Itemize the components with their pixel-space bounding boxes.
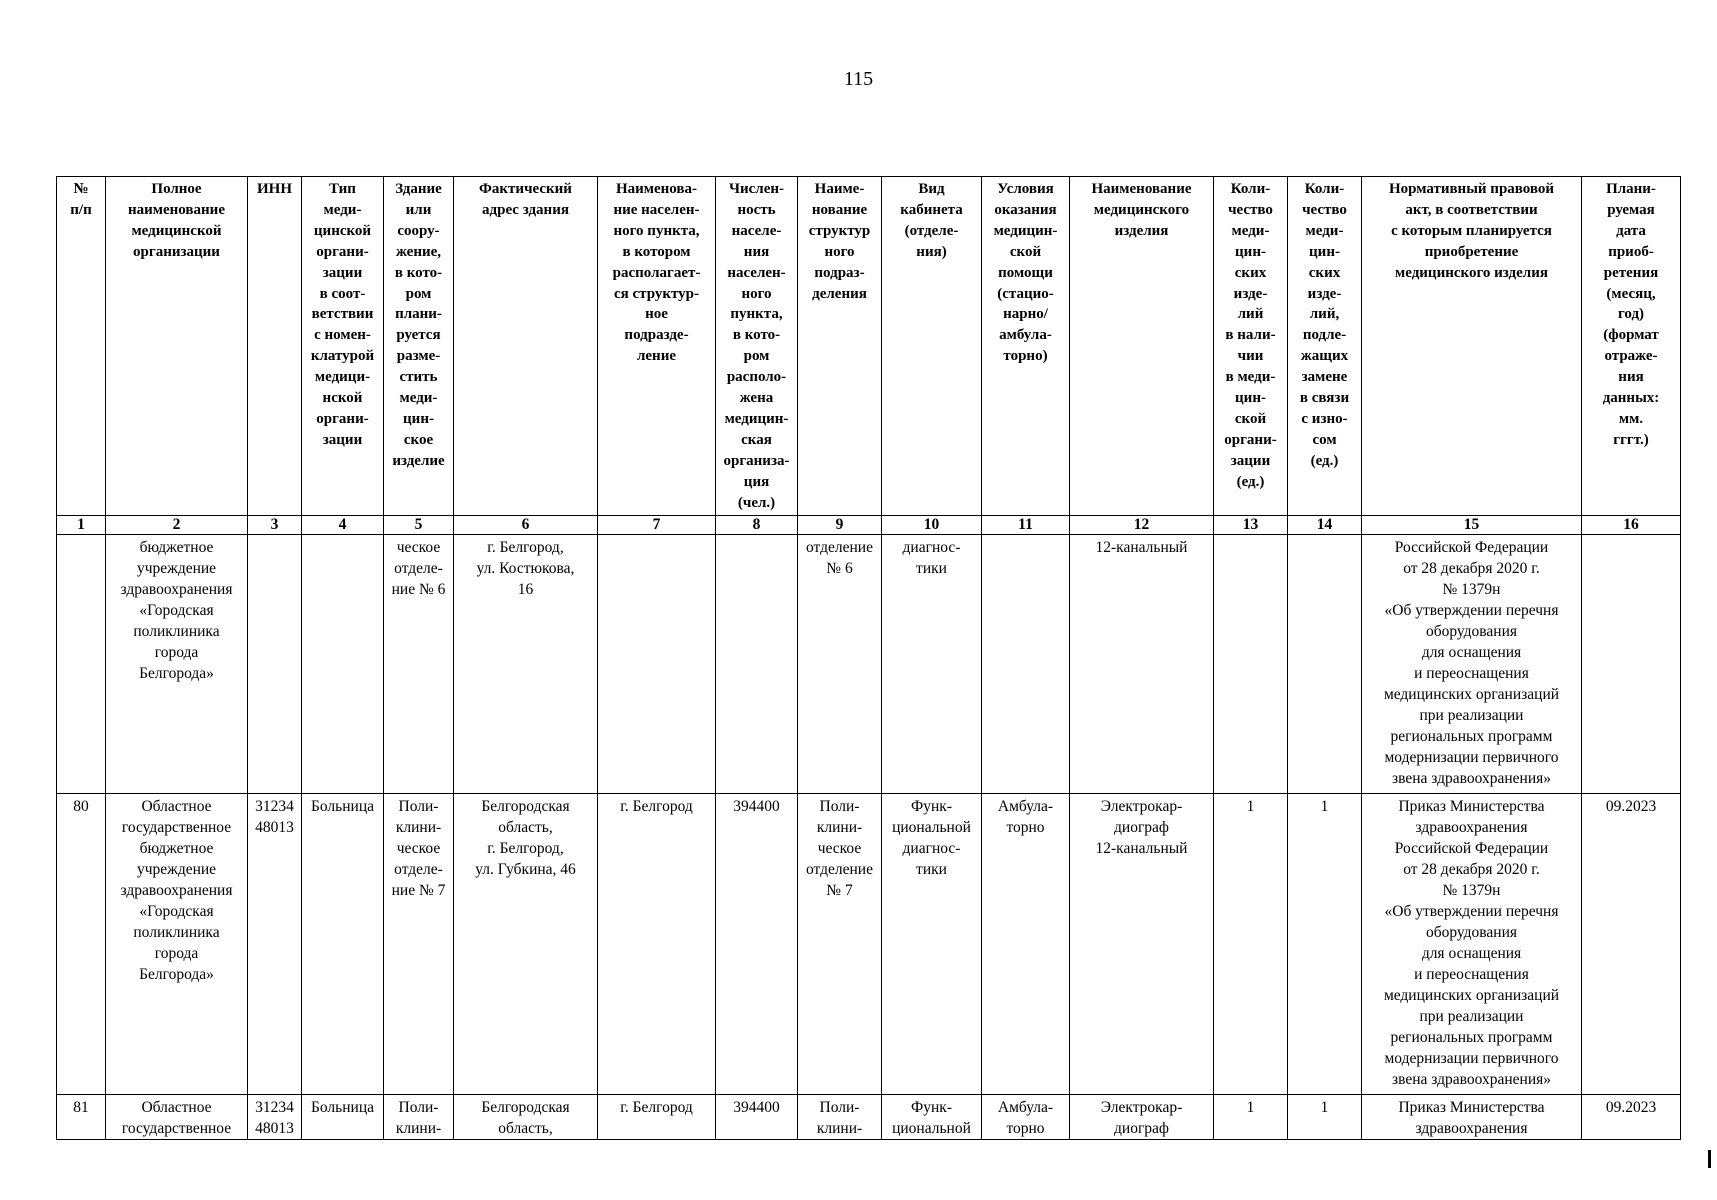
scan-edge-mark <box>1708 1150 1711 1168</box>
table-cell: 80 <box>57 794 106 1095</box>
table-cell: 1 <box>1214 1095 1288 1140</box>
table-cell <box>1214 535 1288 794</box>
header-cell: Коли- чество меди- цин- ских изде- лий в нали- чии в меди- цин- ской органи- зации (ед.) <box>1214 177 1288 516</box>
header-cell: Нормативный правовой акт, в соответствии с которым планируется приобретение медицинского изделия <box>1362 177 1582 516</box>
table-cell: Белгородская область, <box>454 1095 598 1140</box>
column-number: 10 <box>882 516 982 535</box>
header-cell: Полное наименование медицинской организации <box>106 177 248 516</box>
table-row <box>57 1095 1681 1140</box>
header-cell: Наименование медицинского изделия <box>1070 177 1214 516</box>
table-cell: 394400 <box>716 1095 798 1140</box>
table-cell: 31234 48013 <box>248 794 302 1095</box>
table-cell <box>302 535 384 794</box>
table-cell: Приказ Министерства здравоохранения <box>1362 1095 1582 1140</box>
table-cell: Поли- клини- <box>384 1095 454 1140</box>
table-cell: 1 <box>1214 794 1288 1095</box>
table-cell: Поли- клини- <box>798 1095 882 1140</box>
table-cell: 31234 48013 <box>248 1095 302 1140</box>
table-cell: 09.2023 <box>1582 794 1681 1095</box>
header-cell: Фактический адрес здания <box>454 177 598 516</box>
table-cell: г. Белгород, ул. Костюкова, 16 <box>454 535 598 794</box>
column-number: 6 <box>454 516 598 535</box>
table-cell: диагнос- тики <box>882 535 982 794</box>
table-cell: г. Белгород <box>598 1095 716 1140</box>
table-cell <box>248 535 302 794</box>
header-row <box>57 177 1681 516</box>
table-cell: Областное государственное бюджетное учреждение здравоохранения «Городская поликлиника города Белгорода» <box>106 794 248 1095</box>
table-cell <box>982 535 1070 794</box>
table-cell: Российской Федерации от 28 декабря 2020 г. № 1379н «Об утверждении перечня оборудования для оснащения и переоснащения медицинских организаций при реализации региональных программ модернизации первичного звена здравоохранения» <box>1362 535 1582 794</box>
table-cell: 81 <box>57 1095 106 1140</box>
column-number: 15 <box>1362 516 1582 535</box>
column-number: 13 <box>1214 516 1288 535</box>
table-cell: г. Белгород <box>598 794 716 1095</box>
column-number-row <box>57 516 1681 535</box>
medical-equipment-table <box>56 176 1681 1140</box>
table-cell <box>716 535 798 794</box>
table-cell: Поли- клини- ческое отделе- ние № 7 <box>384 794 454 1095</box>
table-cell: Больница <box>302 1095 384 1140</box>
column-number: 3 <box>248 516 302 535</box>
table-cell: 1 <box>1288 794 1362 1095</box>
header-cell: Условия оказания медицин- ской помощи (стацио- нарно/ амбула- торно) <box>982 177 1070 516</box>
table-cell <box>1582 535 1681 794</box>
table-cell: 09.2023 <box>1582 1095 1681 1140</box>
table-cell <box>57 535 106 794</box>
table-cell: Приказ Министерства здравоохранения Российской Федерации от 28 декабря 2020 г. № 1379н «Об утверждении перечня оборудования для оснащения и переоснащения медицинских организаций при реализации региональных программ модернизации первичного звена здравоохранения» <box>1362 794 1582 1095</box>
table-row <box>57 794 1681 1095</box>
header-cell: Коли- чество меди- цин- ских изде- лий, подле- жащих замене в связи с изно- сом (ед.) <box>1288 177 1362 516</box>
column-number: 5 <box>384 516 454 535</box>
header-cell: Наиме- нование структур ного подраз- деления <box>798 177 882 516</box>
column-number: 9 <box>798 516 882 535</box>
table-cell: Электрокар- диограф <box>1070 1095 1214 1140</box>
table-cell <box>598 535 716 794</box>
table-cell: 394400 <box>716 794 798 1095</box>
column-number: 14 <box>1288 516 1362 535</box>
table-cell: Больница <box>302 794 384 1095</box>
table-cell: отделение № 6 <box>798 535 882 794</box>
table-cell: Амбула- торно <box>982 794 1070 1095</box>
header-cell: Числен- ность населе- ния населен- ного пункта, в кото- ром располо- жена медицин- ская организа- ция (чел.) <box>716 177 798 516</box>
table-cell: Функ- циональной <box>882 1095 982 1140</box>
column-number: 12 <box>1070 516 1214 535</box>
table-cell: Амбула- торно <box>982 1095 1070 1140</box>
column-number: 7 <box>598 516 716 535</box>
table-cell: 12-канальный <box>1070 535 1214 794</box>
column-number: 8 <box>716 516 798 535</box>
table-cell: Поли- клини- ческое отделение № 7 <box>798 794 882 1095</box>
header-cell: Вид кабинета (отделе- ния) <box>882 177 982 516</box>
table-cell <box>1288 535 1362 794</box>
header-cell: № п/п <box>57 177 106 516</box>
table-cell: Функ- циональной диагнос- тики <box>882 794 982 1095</box>
header-cell: Наименова- ние населен- ного пункта, в котором располагает- ся структур- ное подразде- ление <box>598 177 716 516</box>
header-cell: Плани- руемая дата приоб- ретения (месяц, год) (формат отраже- ния данных: мм. гггт.) <box>1582 177 1681 516</box>
table-cell: 1 <box>1288 1095 1362 1140</box>
header-cell: ИНН <box>248 177 302 516</box>
column-number: 1 <box>57 516 106 535</box>
column-number: 4 <box>302 516 384 535</box>
header-cell: Тип меди- цинской органи- зации в соот- ветствии с номен- клатурой медици- нской органи- зации <box>302 177 384 516</box>
table-row <box>57 535 1681 794</box>
header-cell: Здание или соору- жение, в кото- ром плани- руется разме- стить меди- цин- ское изделие <box>384 177 454 516</box>
table-cell: Областное государственное <box>106 1095 248 1140</box>
column-number: 2 <box>106 516 248 535</box>
table-cell: Белгородская область, г. Белгород, ул. Губкина, 46 <box>454 794 598 1095</box>
table-cell: ческое отделе- ние № 6 <box>384 535 454 794</box>
page-number: 115 <box>843 68 874 90</box>
column-number: 16 <box>1582 516 1681 535</box>
table-cell: Электрокар- диограф 12-канальный <box>1070 794 1214 1095</box>
column-number: 11 <box>982 516 1070 535</box>
table-cell: бюджетное учреждение здравоохранения «Городская поликлиника города Белгорода» <box>106 535 248 794</box>
